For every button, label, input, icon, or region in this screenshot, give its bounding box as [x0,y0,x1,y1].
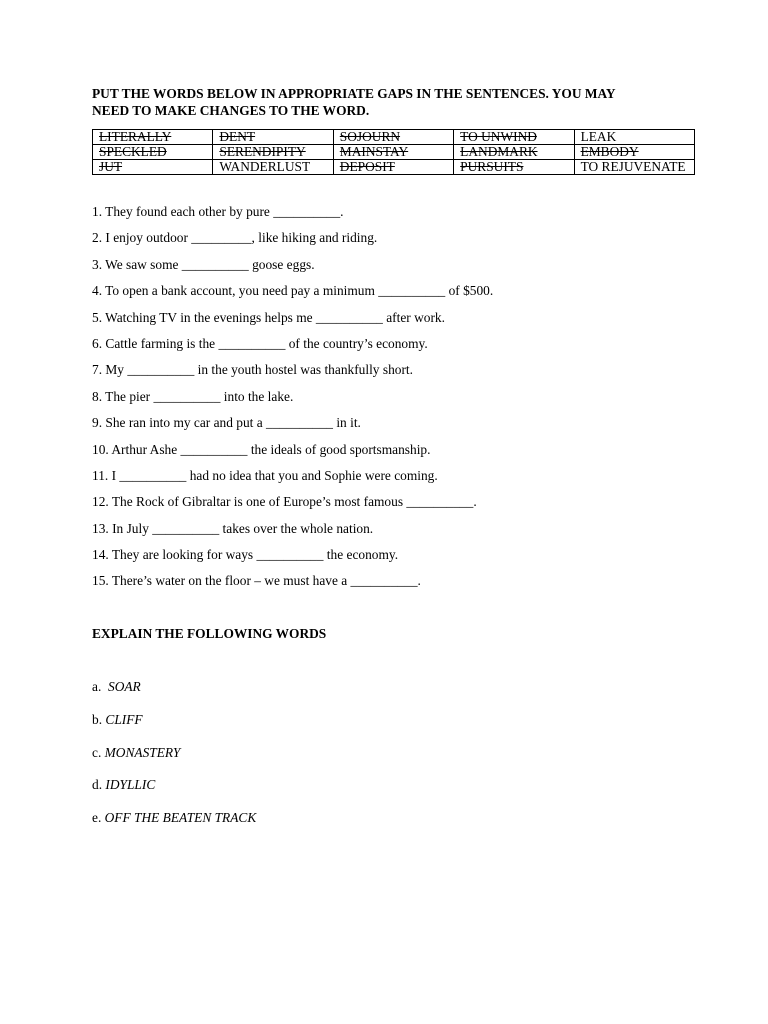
explain-item [92,712,692,745]
word-bank-cell: TO REJUVENATE [574,160,694,175]
sentence-item: 13. In July __________ takes over the whole nation. [92,520,374,536]
sentence-item: 8. The pier __________ into the lake. [92,388,294,404]
word-bank-row [93,145,695,160]
word-bank-cell: SERENDIPITY [213,145,333,160]
explain-item-word: CLIFF [105,711,143,727]
word-bank-cell: DENT [213,130,333,145]
word-bank-row [93,160,695,175]
sentence-item: 15. There’s water on the floor – we must have a __________. [92,573,421,589]
word-bank-cell: LANDMARK [454,145,574,160]
explain-item [92,745,692,778]
sentence-item: 4. To open a bank account, you need pay a minimum __________ of $500. [92,283,494,299]
sentence-item: 1. They found each other by pure __________. [92,204,344,219]
explain-heading: EXPLAIN THE FOLLOWING WORDS [92,626,327,641]
sentence-item: 9. She ran into my car and put a __________ in it. [92,415,361,431]
word-bank-cell: LITERALLY [93,130,213,145]
sentence-item: 6. Cattle farming is the __________ of the country’s economy. [92,335,428,351]
explain-item-word: SOAR [108,679,141,694]
word-bank-cell: DEPOSIT [333,160,453,175]
gap-fill-sentences [92,204,692,600]
word-bank-cell: SOJOURN [333,130,453,145]
sentence-item: 2. I enjoy outdoor _________, like hiking and riding. [92,230,378,246]
word-bank-cell: WANDERLUST [213,160,333,175]
instructions-line-1: PUT THE WORDS BELOW IN APPROPRIATE GAPS IN THE SENTENCES. YOU MAY [92,86,616,101]
sentence-item: 10. Arthur Ashe __________ the ideals of good sportsmanship. [92,441,431,457]
word-bank-cell: LEAK [574,130,694,145]
explain-item-word: OFF THE BEATEN TRACK [104,810,257,826]
explain-item-marker: b. [92,711,106,727]
word-bank-cell: MAINSTAY [333,145,453,160]
explain-item-word: IDYLLIC [105,777,156,793]
explain-item [92,777,692,810]
explain-item-marker: c. [92,744,105,760]
explain-item [92,679,692,712]
sentence-item: 3. We saw some __________ goose eggs. [92,256,315,272]
instructions-line-2: NEED TO MAKE CHANGES TO THE WORD. [92,103,370,118]
explain-words-list [92,679,692,843]
word-bank-table [92,129,695,175]
explain-item-marker: d. [92,777,106,793]
word-bank-cell: PURSUITS [454,160,574,175]
explain-item [92,810,692,843]
sentence-item: 12. The Rock of Gibraltar is one of Europe’s most famous __________. [92,494,477,510]
sentence-item: 7. My __________ in the youth hostel was thankfully short. [92,362,413,378]
word-bank-cell: JUT [93,160,213,175]
sentence-item: 11. I __________ had no idea that you and Sophie were coming. [92,467,438,483]
word-bank-cell: EMBODY [574,145,694,160]
explain-item-marker: e. [92,810,105,826]
sentence-item: 14. They are looking for ways __________ the economy. [92,547,399,563]
instructions-heading [92,85,692,119]
explain-item-word: MONASTERY [104,744,181,760]
sentence-item: 5. Watching TV in the evenings helps me __________ after work. [92,309,445,325]
word-bank-cell: TO UNWIND [454,130,574,145]
explain-item-marker: a. [92,679,108,694]
word-bank-cell: SPECKLED [93,145,213,160]
word-bank-row [93,130,695,145]
